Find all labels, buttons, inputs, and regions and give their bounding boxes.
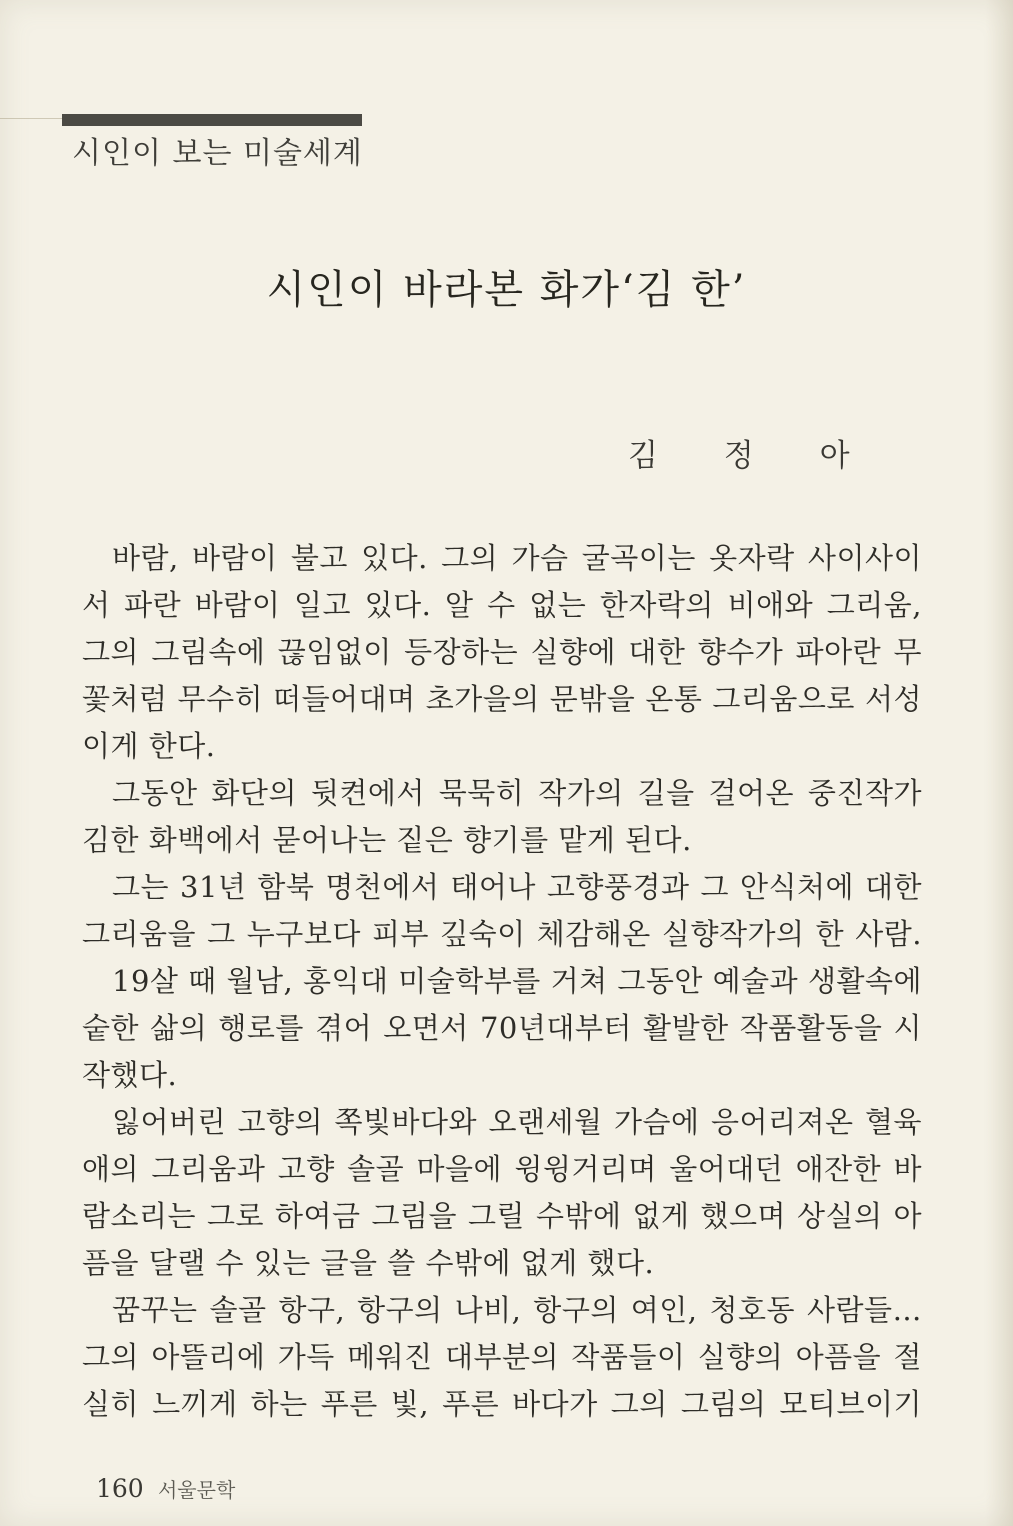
body-line: 그동안 화단의 뒷켠에서 묵묵히 작가의 길을 걸어온 중진작가 xyxy=(112,776,922,810)
body-line: 서 파란 바람이 일고 있다. 알 수 없는 한자락의 비애와 그리움, xyxy=(82,588,922,622)
body-line: 작했다. xyxy=(82,1058,178,1092)
section-header-bar xyxy=(62,114,362,126)
page-edge-shadow xyxy=(985,0,1013,1526)
fold-line xyxy=(0,118,70,119)
body-line: 숱한 삶의 행로를 겪어 오면서 70년대부터 활발한 작품활동을 시 xyxy=(82,1011,922,1045)
body-line: 그의 아뜰리에 가득 메워진 대부분의 작품들이 실향의 아픔을 절 xyxy=(82,1340,922,1374)
body-line: 꽃처럼 무수히 떠들어대며 초가을의 문밖을 온통 그리움으로 서성 xyxy=(82,682,922,716)
body-line: 그리움을 그 누구보다 피부 깊숙이 체감해온 실향작가의 한 사람. xyxy=(82,917,922,951)
body-line: 바람, 바람이 불고 있다. 그의 가슴 굴곡이는 옷자락 사이사이 xyxy=(112,541,922,575)
body-line: 그는 31년 함북 명천에서 태어나 고향풍경과 그 안식처에 대한 xyxy=(112,870,922,904)
body-line: 김한 화백에서 묻어나는 짙은 향기를 맡게 된다. xyxy=(82,823,692,857)
body-line: 람소리는 그로 하여금 그림을 그릴 수밖에 없게 했으며 상실의 아 xyxy=(82,1199,922,1233)
magazine-name: 서울문학 xyxy=(157,1478,236,1502)
body-line: 픔을 달랠 수 있는 글을 쓸 수밖에 없게 했다. xyxy=(82,1246,655,1280)
page-footer xyxy=(96,1474,235,1504)
body-line: 이게 한다. xyxy=(82,729,216,763)
body-line: 꿈꾸는 솔골 항구, 항구의 나비, 항구의 여인, 청호동 사람들… xyxy=(112,1293,922,1327)
body-line: 실히 느끼게 하는 푸른 빛, 푸른 바다가 그의 그림의 모티브이기 xyxy=(82,1387,922,1421)
page-number: 160 xyxy=(96,1474,144,1503)
body-line: 19살 때 월남, 홍익대 미술학부를 거쳐 그동안 예술과 생활속에 xyxy=(112,964,922,998)
body-line: 잃어버린 고향의 쪽빛바다와 오랜세월 가슴에 응어리져온 혈육 xyxy=(112,1105,922,1139)
body-line: 애의 그리움과 고향 솔골 마을에 윙윙거리며 울어대던 애잔한 바 xyxy=(82,1152,922,1186)
section-title: 시인이 보는 미술세계 xyxy=(72,136,363,171)
article-body xyxy=(82,535,922,1428)
author-name: 김 정 아 xyxy=(628,438,878,474)
article-title: 시인이 바라본 화가‘김 한’ xyxy=(266,267,747,313)
body-line: 그의 그림속에 끊임없이 등장하는 실향에 대한 향수가 파아란 무 xyxy=(82,635,922,669)
